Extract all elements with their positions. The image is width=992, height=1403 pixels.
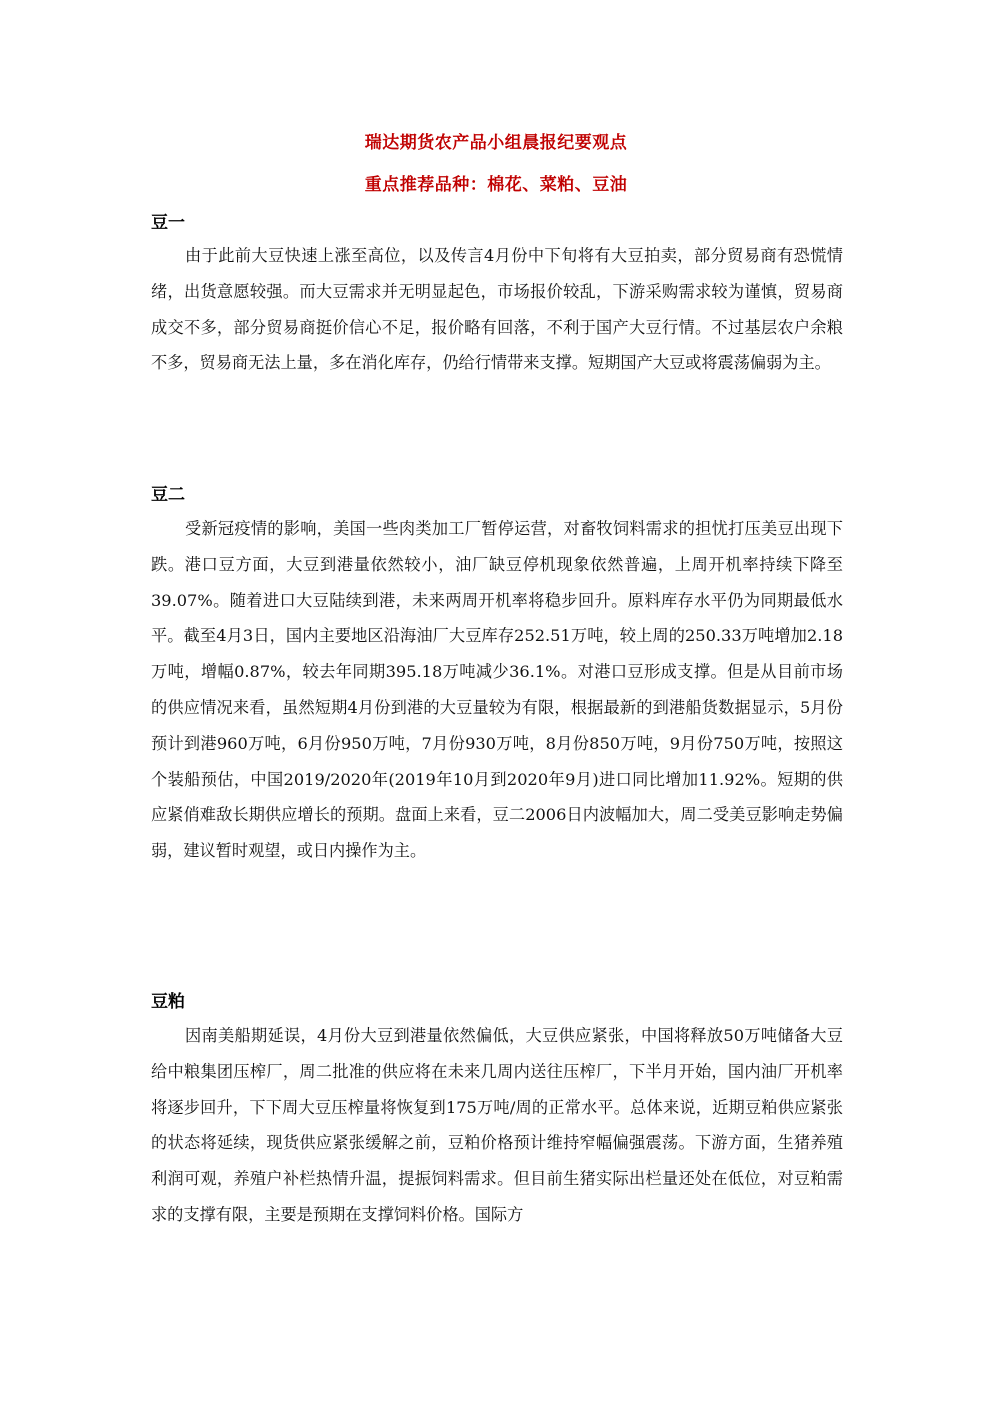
report-title: 瑞达期货农产品小组晨报纪要观点 [364, 133, 628, 153]
report-subtitle: 重点推荐品种：棉花、菜粕、豆油 [364, 175, 628, 195]
section-body-douer: 受新冠疫情的影响，美国一些肉类加工厂暂停运营，对畜牧饲料需求的担忧打压美豆出现下跌。港口豆方面，大豆到港量依然较小，油厂缺豆停机现象依然普遍，上周开机率持续下降至39.07%。随着进口大豆陆续到港，未来两周开机率将稳步回升。原料库存水平仍为同期最低水平。截至4月3日，国内主要地区沿海油厂大豆库存252.51万吨，较上周的250.33万吨增加2.18万吨，增幅0.87%，较去年同期395.18万吨减少36.1%。对港口豆形成支撑。但是从目前市场的供应情况来看，虽然短期4月份到港的大豆量较为有限，根据最新的到港船货数据显示，5月份预计到港960万吨，6月份950万吨，7月份930万吨，8月份850万吨，9月份750万吨，按照这个装船预估，中国2019/2020年(2019年10月到2020年9月)进口同比增加11.92%。短期的供应紧俏难敌长期供应增长的预期。盘面上来看，豆二2006日内波幅加大，周二受美豆影响走势偏弱，建议暂时观望，或日内操作为主。 [151, 519, 843, 861]
section-body-douyi: 由于此前大豆快速上涨至高位，以及传言4月份中下旬将有大豆拍卖，部分贸易商有恐慌情绪，出货意愿较强。而大豆需求并无明显起色，市场报价较乱，下游采购需求较为谨慎，贸易商成交不多，部分贸易商挺价信心不足，报价略有回落，不利于国产大豆行情。不过基层农户余粮不多，贸易商无法上量，多在消化库存，仍给行情带来支撑。短期国产大豆或将震荡偏弱为主。 [151, 246, 843, 373]
section-heading-doupo: 豆粕 [151, 992, 185, 1012]
section-heading-douyi: 豆一 [151, 213, 185, 233]
section-heading-douer: 豆二 [151, 485, 185, 505]
section-body-doupo: 因南美船期延误，4月份大豆到港量依然偏低，大豆供应紧张，中国将释放50万吨储备大豆给中粮集团压榨厂，周二批准的供应将在未来几周内送往压榨厂，下半月开始，国内油厂开机率将逐步回升，下下周大豆压榨量将恢复到175万吨/周的正常水平。总体来说，近期豆粕供应紧张的状态将延续，现货供应紧张缓解之前，豆粕价格预计维持窄幅偏强震荡。下游方面，生猪养殖利润可观，养殖户补栏热情升温，提振饲料需求。但目前生猪实际出栏量还处在低位，对豆粕需求的支撑有限，主要是预期在支撑饲料价格。国际方 [151, 1026, 843, 1224]
